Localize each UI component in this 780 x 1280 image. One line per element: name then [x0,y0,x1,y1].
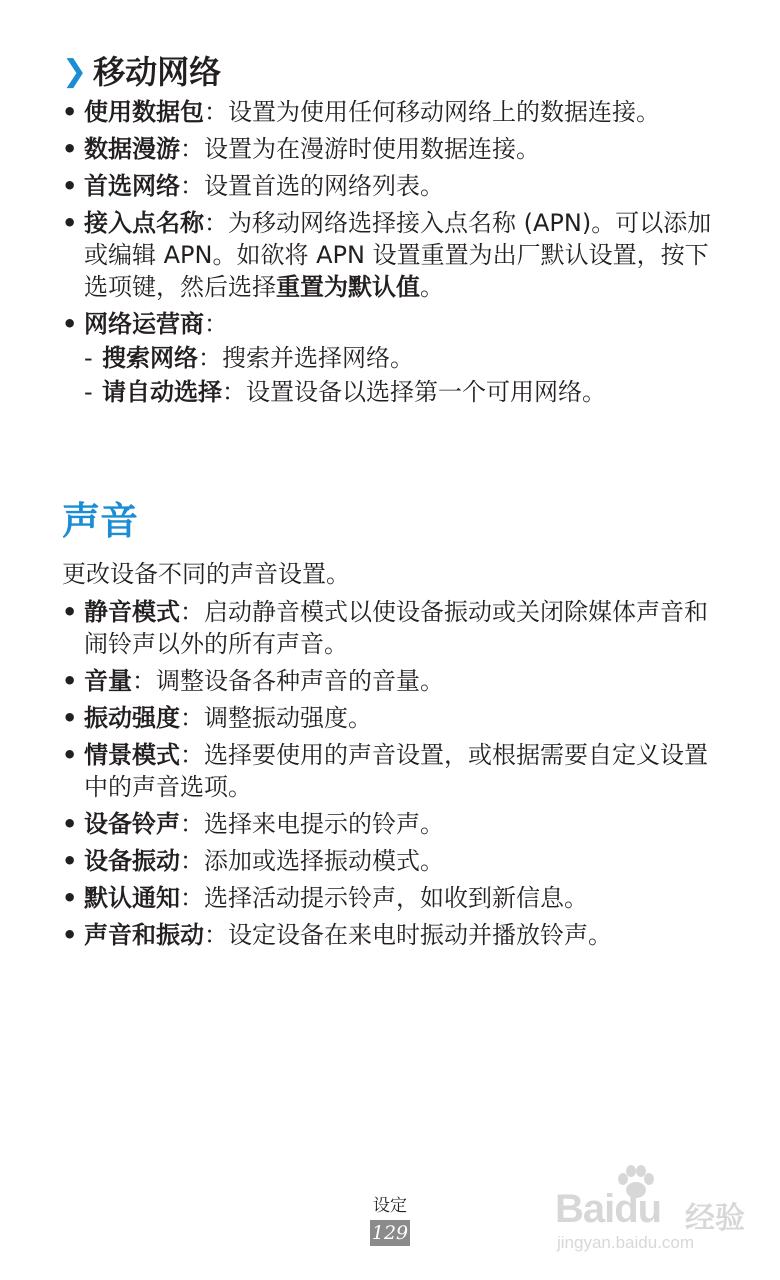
subitem-desc: ：设置设备以选择第一个可用网络。 [222,378,606,406]
list-item [62,596,712,660]
item-term: 音量 [84,667,132,695]
bullet-icon: • [62,598,78,626]
item-term-inline: 重置为默认值 [276,273,420,301]
item-term: 接入点名称 [84,209,204,237]
list-item [62,919,712,951]
subsection-heading-text: 移动网络 [93,53,222,91]
item-desc: ：设置为在漫游时使用数据连接。 [180,135,540,163]
item-desc: ：选择要使用的声音设置，或根据需要自定义设置中的声音选项。 [84,741,708,801]
list-item [62,665,712,697]
item-desc: ：调整设备各种声音的音量。 [132,667,444,695]
list-item [62,170,712,202]
bullet-icon: • [62,884,78,912]
page-number: 129 [371,1222,409,1244]
item-term: 设备振动 [84,847,180,875]
baidu-watermark [555,1165,765,1255]
item-desc: ：选择来电提示的铃声。 [180,810,444,838]
list-item [62,96,712,128]
item-term: 情景模式 [84,741,180,769]
item-term: 网络运营商 [84,310,204,338]
bullet-icon: • [62,810,78,838]
item-term: 振动强度 [84,704,180,732]
list-item [62,308,712,408]
bullet-icon: • [62,847,78,875]
item-desc: ：添加或选择振动模式。 [180,847,444,875]
item-tail: 。 [420,273,444,301]
item-desc: ： [204,310,228,338]
item-term: 声音和振动 [84,921,204,949]
list-item [62,702,712,734]
bullet-icon: • [62,921,78,949]
footer-section-label: 设定 [373,1196,407,1216]
item-desc: ：选择活动提示铃声，如收到新信息。 [180,884,588,912]
subitem-term: 搜索网络 [102,344,198,372]
chevron-right-icon: ❯ [62,54,88,89]
item-desc: ：设定设备在来电时振动并播放铃声。 [204,921,612,949]
list-item [62,133,712,165]
subitem-term: 请自动选择 [102,378,222,406]
sound-list [62,596,712,956]
bullet-icon: • [62,209,78,237]
section-title: 声音 [62,499,139,543]
list-item [62,739,712,803]
bullet-icon: • [62,667,78,695]
section-intro: 更改设备不同的声音设置。 [62,560,350,588]
watermark-brand-cn: 经验 [685,1201,745,1236]
dash-marker: - [84,378,93,406]
list-item [62,882,712,914]
list-item [62,845,712,877]
item-term: 首选网络 [84,172,180,200]
item-desc: ：设置首选的网络列表。 [180,172,444,200]
bullet-icon: • [62,310,78,338]
bullet-icon: • [62,741,78,769]
sub-list-item [84,376,712,408]
item-term: 使用数据包 [84,98,204,126]
item-term: 设备铃声 [84,810,180,838]
item-term: 默认通知 [84,884,180,912]
list-item [62,808,712,840]
item-desc: ：调整振动强度。 [180,704,372,732]
item-desc: ：为移动网络选择接入点名称 (APN)。可以添加或编辑 APN。如欲将 APN 设置重置为出厂默认设置，按下选项键，然后选择 [84,209,712,301]
bullet-icon: • [62,135,78,163]
subsection-heading [62,50,221,94]
item-term: 静音模式 [84,598,180,626]
watermark-brand: Baidu [555,1187,662,1231]
item-term: 数据漫游 [84,135,180,163]
list-item [62,207,712,303]
sub-list-item [84,342,712,374]
subitem-desc: ：搜索并选择网络。 [198,344,414,372]
item-desc: ：设置为使用任何移动网络上的数据连接。 [204,98,660,126]
dash-marker: - [84,344,93,372]
watermark-url: jingyan.baidu.com [557,1233,695,1252]
bullet-icon: • [62,172,78,200]
item-desc: ：启动静音模式以使设备振动或关闭除媒体声音和闹铃声以外的所有声音。 [84,598,708,658]
bullet-icon: • [62,98,78,126]
mobile-network-list [62,96,712,413]
bullet-icon: • [62,704,78,732]
